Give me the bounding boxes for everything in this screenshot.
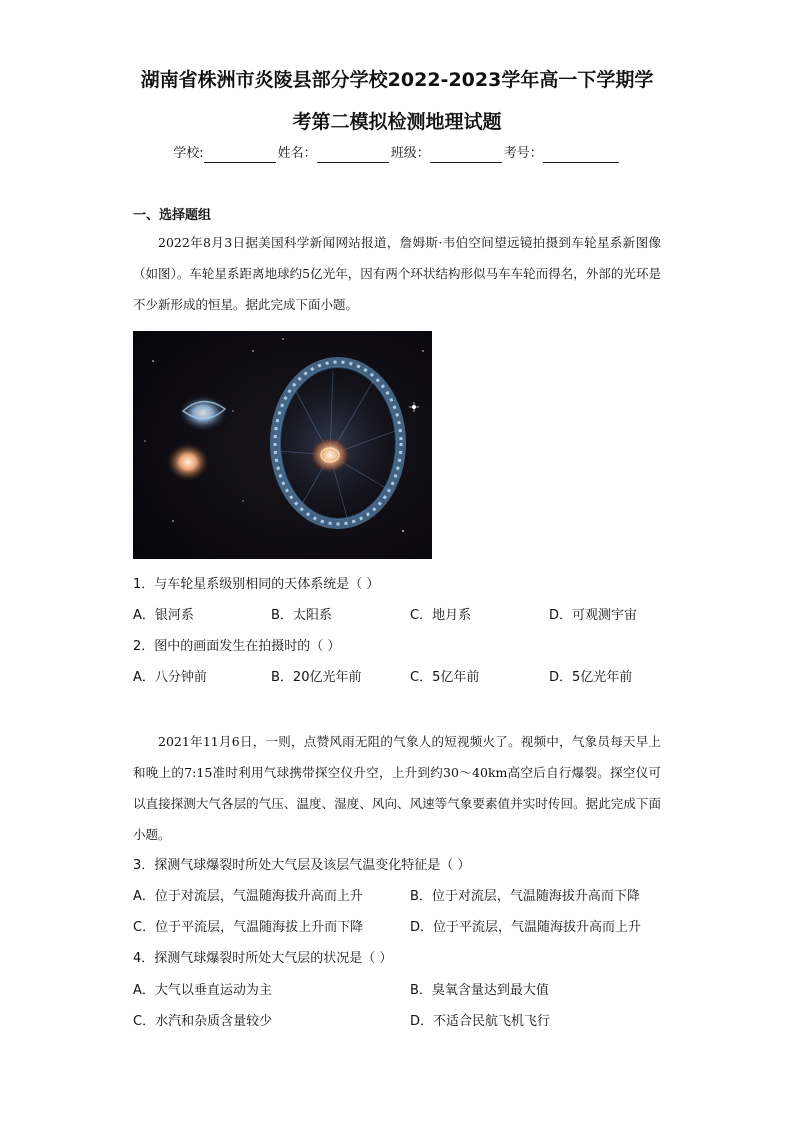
class-label: 班级： <box>390 146 430 161</box>
cartwheel-galaxy-image <box>133 331 432 559</box>
school-blank[interactable] <box>204 149 276 163</box>
class-blank[interactable] <box>430 149 502 163</box>
name-field <box>278 145 391 163</box>
name-blank[interactable] <box>317 149 389 163</box>
student-info-row <box>0 145 794 163</box>
exam-number-blank[interactable] <box>543 149 619 163</box>
passage-1: 2022年8月3日据美国科学新闻网站报道，詹姆斯·韦伯空间望远镜拍摄到车轮星系新图像（如图）。车轮星系距离地球约5亿光年，因有两个环状结构形似马车车轮而得名，外部的光环是不少新形成的恒星。据此完成下面小题。 <box>133 235 661 312</box>
section-heading: 一、选择题组 <box>133 208 212 223</box>
exam-number-field <box>504 145 621 163</box>
question-1-option-c[interactable]: C．地月系 <box>410 608 472 623</box>
question-2-option-c[interactable]: C．5亿年前 <box>410 670 480 685</box>
question-3-stem: 3．探测气球爆裂时所处大气层及该层气温变化特征是（ ） <box>133 858 471 873</box>
question-2-option-a[interactable]: A．八分钟前 <box>133 670 207 685</box>
school-label: 学校: <box>173 146 204 161</box>
passage-2: 2021年11月6日，一则，点赞风雨无阻的气象人的短视频火了。视频中，气象员每天早上和晚上的7:15准时利用气球携带探空仪升空，上升到约30～40km高空后自行爆裂。探空仪可以直接探测大气各层的气压、温度、湿度、风向、风速等气象要素值并实时传回。据此完成下面小题。 <box>133 734 661 842</box>
question-2-stem: 2．图中的画面发生在拍摄时的（ ） <box>133 639 341 654</box>
question-4-option-b[interactable]: B．臭氧含量达到最大值 <box>410 983 549 998</box>
question-1-stem: 1．与车轮星系级别相同的天体系统是（ ） <box>133 577 380 592</box>
question-4-stem: 4．探测气球爆裂时所处大气层的状况是（ ） <box>133 951 393 966</box>
question-1-option-b[interactable]: B．太阳系 <box>271 608 332 623</box>
document-title-line-2: 考第二模拟检测地理试题 <box>292 111 502 133</box>
school-field <box>173 145 277 163</box>
question-2-option-d[interactable]: D．5亿光年前 <box>549 670 633 685</box>
question-3-option-b[interactable]: B．位于对流层，气温随海拔升高而下降 <box>410 889 640 904</box>
question-4-option-c[interactable]: C．水汽和杂质含量较少 <box>133 1014 273 1029</box>
class-field <box>391 145 504 163</box>
question-1-option-a[interactable]: A．银河系 <box>133 608 194 623</box>
question-2-option-b[interactable]: B．20亿光年前 <box>271 670 362 685</box>
question-4-option-d[interactable]: D．不适合民航飞机飞行 <box>410 1014 551 1029</box>
question-4-option-a[interactable]: A．大气以垂直运动为主 <box>133 983 272 998</box>
question-1-option-d[interactable]: D．可观测宇宙 <box>549 608 638 623</box>
question-3-option-d[interactable]: D．位于平流层，气温随海拔升高而上升 <box>410 920 642 935</box>
name-label: 姓名： <box>277 146 317 161</box>
exam-number-label: 考号： <box>503 146 543 161</box>
question-3-option-a[interactable]: A．位于对流层，气温随海拔升高而上升 <box>133 889 363 904</box>
document-title-line-1: 湖南省株洲市炎陵县部分学校2022-2023学年高一下学期学 <box>140 69 654 91</box>
question-3-option-c[interactable]: C．位于平流层，气温随海拔上升而下降 <box>133 920 364 935</box>
